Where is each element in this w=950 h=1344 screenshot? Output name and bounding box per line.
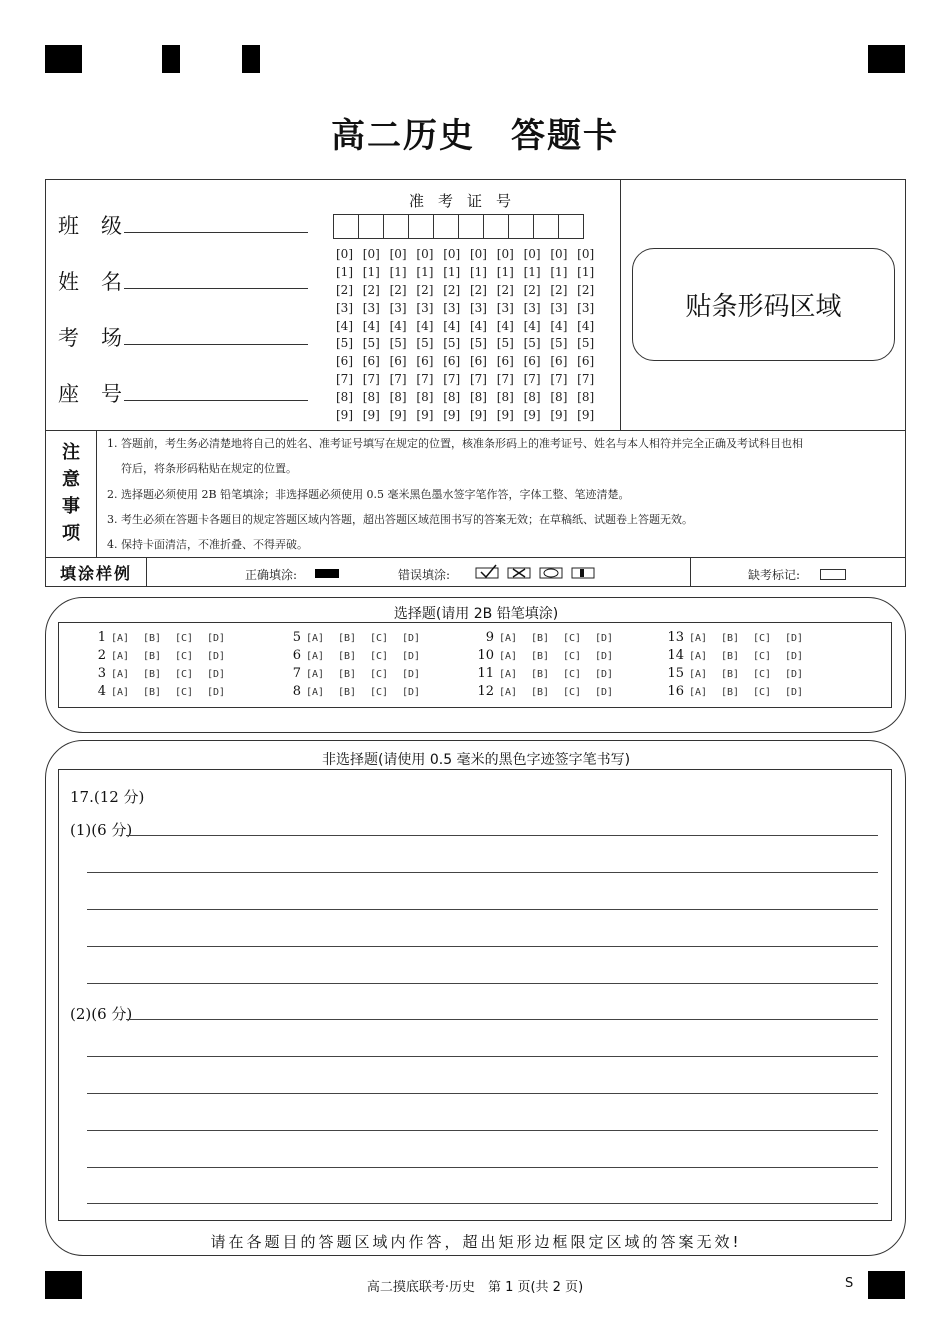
absent-mark-box[interactable] bbox=[820, 569, 846, 580]
digit-bubble[interactable]: [9] bbox=[577, 408, 595, 423]
digit-bubble[interactable]: [2] bbox=[469, 282, 487, 297]
option-bubble[interactable]: [C] bbox=[753, 633, 772, 644]
question-number: 10 bbox=[477, 648, 494, 663]
choice-question bbox=[281, 630, 434, 645]
option-bubble[interactable]: [B] bbox=[143, 633, 162, 644]
digit-bubble[interactable]: [4] bbox=[416, 318, 434, 333]
digit-row bbox=[336, 319, 604, 337]
digit-bubble[interactable]: [2] bbox=[550, 282, 568, 297]
divider bbox=[620, 179, 621, 430]
digit-bubble[interactable]: [3] bbox=[550, 300, 568, 315]
option-bubble[interactable]: [B] bbox=[338, 633, 357, 644]
option-bubble[interactable]: [A] bbox=[689, 651, 708, 662]
digit-row bbox=[336, 265, 604, 283]
digit-bubble[interactable]: [4] bbox=[550, 318, 568, 333]
option-bubble[interactable]: [D] bbox=[785, 687, 804, 698]
option-bubble[interactable]: [A] bbox=[499, 669, 518, 680]
digit-bubble[interactable]: [8] bbox=[469, 390, 487, 405]
ticket-cell[interactable] bbox=[533, 214, 559, 239]
choice-question bbox=[86, 630, 239, 645]
position-mark bbox=[45, 45, 82, 73]
part-2-label: (2)(6 分) bbox=[70, 1005, 133, 1023]
digit-bubble[interactable]: [4] bbox=[523, 318, 541, 333]
question-number: 2 bbox=[97, 648, 106, 663]
name-field[interactable] bbox=[124, 288, 308, 289]
digit-bubble[interactable]: [5] bbox=[577, 336, 595, 351]
choice-question bbox=[86, 648, 239, 663]
answer-line[interactable] bbox=[87, 1056, 878, 1057]
option-bubble[interactable]: [D] bbox=[402, 651, 421, 662]
digit-bubble[interactable]: [5] bbox=[389, 336, 407, 351]
digit-bubble[interactable]: [3] bbox=[443, 300, 461, 315]
question-number: 5 bbox=[292, 630, 301, 645]
option-bubble[interactable]: [C] bbox=[370, 687, 389, 698]
option-bubble[interactable]: [C] bbox=[370, 651, 389, 662]
digit-bubble[interactable]: [1] bbox=[469, 264, 487, 279]
digit-bubble[interactable]: [7] bbox=[389, 372, 407, 387]
digit-bubble[interactable]: [8] bbox=[496, 390, 514, 405]
digit-bubble[interactable]: [1] bbox=[496, 264, 514, 279]
option-bubble[interactable]: [D] bbox=[785, 633, 804, 644]
choice-question bbox=[474, 630, 627, 645]
digit-bubble[interactable]: [5] bbox=[336, 336, 353, 351]
choice-question bbox=[474, 666, 627, 681]
option-bubble[interactable]: [B] bbox=[143, 687, 162, 698]
question-17-label: 17.(12 分) bbox=[70, 788, 145, 806]
digit-bubble[interactable]: [2] bbox=[523, 282, 541, 297]
digit-bubble[interactable]: [2] bbox=[577, 282, 595, 297]
option-bubble[interactable]: [C] bbox=[370, 633, 389, 644]
option-bubble[interactable]: [D] bbox=[595, 633, 614, 644]
notes-label-char: 项 bbox=[62, 522, 80, 544]
option-bubble[interactable]: [D] bbox=[402, 687, 421, 698]
option-bubble[interactable]: [D] bbox=[595, 651, 614, 662]
choice-question bbox=[86, 684, 239, 699]
digit-bubble[interactable]: [9] bbox=[362, 408, 380, 423]
digit-bubble[interactable]: [2] bbox=[443, 282, 461, 297]
digit-row bbox=[336, 372, 604, 390]
digit-bubble[interactable]: [6] bbox=[443, 354, 461, 369]
digit-bubble[interactable]: [1] bbox=[443, 264, 461, 279]
option-bubble[interactable]: [B] bbox=[721, 633, 740, 644]
digit-bubble[interactable]: [8] bbox=[550, 390, 568, 405]
ticket-cells[interactable] bbox=[333, 214, 583, 239]
choice-question bbox=[664, 630, 817, 645]
digit-bubble[interactable]: [9] bbox=[550, 408, 568, 423]
option-bubble[interactable]: [D] bbox=[207, 669, 226, 680]
note-item: 3. 考生必须在答题卡各题目的规定答题区域内答题，超出答题区域范围书写的答案无效；在草稿纸、试题卷上答题无效。 bbox=[107, 513, 693, 526]
position-mark bbox=[868, 45, 905, 73]
answer-line[interactable] bbox=[87, 909, 878, 910]
class-label: 班级 bbox=[58, 214, 144, 238]
option-bubble[interactable]: [B] bbox=[531, 669, 550, 680]
page-footer: 高二摸底联考·历史 第 1 页(共 2 页) bbox=[366, 1280, 584, 1295]
digit-bubble[interactable]: [3] bbox=[523, 300, 541, 315]
digit-bubble[interactable]: [2] bbox=[496, 282, 514, 297]
choice-question bbox=[474, 648, 627, 663]
divider bbox=[45, 557, 906, 558]
note-item: 2. 选择题必须使用 2B 铅笔填涂；非选择题必须使用 0.5 毫米黑色墨水签字笔作答，字体工整、笔迹清楚。 bbox=[107, 488, 630, 501]
option-bubble[interactable]: [B] bbox=[531, 687, 550, 698]
question-number: 14 bbox=[667, 648, 684, 663]
digit-bubble[interactable]: [3] bbox=[496, 300, 514, 315]
digit-bubble[interactable]: [3] bbox=[389, 300, 407, 315]
digit-bubble[interactable]: [1] bbox=[523, 264, 541, 279]
correct-fill-swatch bbox=[315, 569, 339, 578]
option-bubble[interactable]: [A] bbox=[306, 651, 325, 662]
digit-bubble[interactable]: [7] bbox=[443, 372, 461, 387]
option-bubble[interactable]: [C] bbox=[175, 633, 194, 644]
digit-row bbox=[336, 283, 604, 301]
digit-bubble[interactable]: [9] bbox=[336, 408, 353, 423]
digit-bubble[interactable]: [8] bbox=[416, 390, 434, 405]
digit-bubble[interactable]: [1] bbox=[389, 264, 407, 279]
question-number: 7 bbox=[292, 666, 301, 681]
wrong-fill-swatches bbox=[472, 564, 602, 582]
option-bubble[interactable]: [B] bbox=[338, 651, 357, 662]
option-bubble[interactable]: [C] bbox=[563, 687, 582, 698]
question-number: 12 bbox=[477, 684, 494, 699]
digit-bubble[interactable]: [0] bbox=[523, 247, 541, 261]
digit-bubble[interactable]: [0] bbox=[443, 247, 461, 261]
digit-row bbox=[336, 408, 604, 426]
choice-question bbox=[474, 684, 627, 699]
digit-bubble[interactable]: [0] bbox=[336, 247, 353, 261]
option-bubble[interactable]: [C] bbox=[563, 651, 582, 662]
digit-bubble[interactable]: [1] bbox=[550, 264, 568, 279]
option-bubble[interactable]: [D] bbox=[402, 669, 421, 680]
choice-question bbox=[664, 684, 817, 699]
digit-row bbox=[336, 336, 604, 354]
digit-row bbox=[336, 301, 604, 319]
question-number: 11 bbox=[477, 666, 494, 681]
answer-line[interactable] bbox=[87, 1167, 878, 1168]
option-bubble[interactable]: [C] bbox=[175, 687, 194, 698]
divider bbox=[690, 557, 691, 587]
seat-label: 座号 bbox=[58, 382, 144, 406]
option-bubble[interactable]: [D] bbox=[402, 633, 421, 644]
option-bubble[interactable]: [A] bbox=[689, 669, 708, 680]
digit-row bbox=[336, 390, 604, 408]
choice-title: 选择题(请用 2B 铅笔填涂) bbox=[393, 606, 559, 622]
digit-bubble[interactable]: [2] bbox=[362, 282, 380, 297]
digit-bubble[interactable]: [0] bbox=[577, 247, 595, 261]
digit-bubble[interactable]: [6] bbox=[362, 354, 380, 369]
question-number: 16 bbox=[667, 684, 684, 699]
digit-bubble[interactable]: [4] bbox=[336, 318, 353, 333]
ticket-cell[interactable] bbox=[383, 214, 409, 239]
digit-bubble[interactable]: [6] bbox=[336, 354, 353, 369]
digit-bubble[interactable]: [4] bbox=[496, 318, 514, 333]
question-number: 9 bbox=[485, 630, 494, 645]
option-bubble[interactable]: [D] bbox=[595, 687, 614, 698]
question-number: 15 bbox=[667, 666, 684, 681]
digit-bubble[interactable]: [0] bbox=[416, 247, 434, 261]
name-label: 姓名 bbox=[58, 270, 144, 294]
question-number: 13 bbox=[667, 630, 684, 645]
class-field[interactable] bbox=[124, 232, 308, 233]
digit-bubble[interactable]: [0] bbox=[389, 247, 407, 261]
ticket-cell[interactable] bbox=[358, 214, 384, 239]
digit-bubble[interactable]: [3] bbox=[336, 300, 353, 315]
title-card: 答题卡 bbox=[511, 116, 619, 156]
digit-bubble[interactable]: [4] bbox=[443, 318, 461, 333]
option-bubble[interactable]: [D] bbox=[785, 651, 804, 662]
digit-bubble[interactable]: [9] bbox=[389, 408, 407, 423]
answer-area-warning: 请在各题目的答题区域内作答，超出矩形边框限定区域的答案无效! bbox=[210, 1233, 742, 1251]
option-bubble[interactable]: [A] bbox=[306, 687, 325, 698]
divider bbox=[96, 430, 97, 558]
option-bubble[interactable]: [A] bbox=[111, 687, 130, 698]
ticket-digit-grid[interactable] bbox=[336, 247, 604, 426]
digit-bubble[interactable]: [8] bbox=[523, 390, 541, 405]
digit-bubble[interactable]: [3] bbox=[577, 300, 595, 315]
digit-bubble[interactable]: [0] bbox=[496, 247, 514, 261]
notes-label-char: 意 bbox=[62, 468, 80, 490]
fill-example-label: 填涂样例 bbox=[59, 563, 132, 583]
answer-line[interactable] bbox=[87, 983, 878, 984]
page-title bbox=[0, 108, 950, 157]
barcode-area: 贴条形码区域 bbox=[632, 248, 895, 361]
choice-question bbox=[281, 684, 434, 699]
option-bubble[interactable]: [A] bbox=[111, 633, 130, 644]
option-bubble[interactable]: [A] bbox=[499, 687, 518, 698]
room-field[interactable] bbox=[124, 344, 308, 345]
option-bubble[interactable]: [D] bbox=[207, 633, 226, 644]
digit-bubble[interactable]: [9] bbox=[469, 408, 487, 423]
option-bubble[interactable]: [C] bbox=[175, 669, 194, 680]
answer-line[interactable] bbox=[87, 1203, 878, 1204]
choice-question bbox=[86, 666, 239, 681]
option-bubble[interactable]: [C] bbox=[563, 633, 582, 644]
option-bubble[interactable]: [A] bbox=[499, 651, 518, 662]
digit-bubble[interactable]: [6] bbox=[389, 354, 407, 369]
option-bubble[interactable]: [A] bbox=[306, 669, 325, 680]
digit-bubble[interactable]: [2] bbox=[336, 282, 353, 297]
option-bubble[interactable]: [B] bbox=[721, 687, 740, 698]
answer-line[interactable] bbox=[87, 1093, 878, 1094]
digit-bubble[interactable]: [7] bbox=[416, 372, 434, 387]
option-bubble[interactable]: [C] bbox=[563, 669, 582, 680]
question-number: 1 bbox=[97, 630, 106, 645]
option-bubble[interactable]: [B] bbox=[531, 651, 550, 662]
digit-bubble[interactable]: [5] bbox=[416, 336, 434, 351]
answer-line[interactable] bbox=[87, 872, 878, 873]
room-label: 考场 bbox=[58, 326, 144, 350]
option-bubble[interactable]: [A] bbox=[111, 669, 130, 680]
digit-bubble[interactable]: [7] bbox=[523, 372, 541, 387]
digit-bubble[interactable]: [9] bbox=[416, 408, 434, 423]
digit-row bbox=[336, 247, 604, 265]
digit-bubble[interactable]: [3] bbox=[416, 300, 434, 315]
option-bubble[interactable]: [A] bbox=[111, 651, 130, 662]
digit-bubble[interactable]: [5] bbox=[362, 336, 380, 351]
digit-bubble[interactable]: [1] bbox=[577, 264, 595, 279]
digit-bubble[interactable]: [4] bbox=[577, 318, 595, 333]
digit-bubble[interactable]: [0] bbox=[362, 247, 380, 261]
digit-bubble[interactable]: [7] bbox=[550, 372, 568, 387]
option-bubble[interactable]: [A] bbox=[306, 633, 325, 644]
digit-bubble[interactable]: [2] bbox=[416, 282, 434, 297]
option-bubble[interactable]: [B] bbox=[143, 651, 162, 662]
ticket-cell[interactable] bbox=[458, 214, 484, 239]
answer-line[interactable] bbox=[126, 835, 878, 836]
option-bubble[interactable]: [B] bbox=[338, 687, 357, 698]
choice-question bbox=[664, 648, 817, 663]
absent-mark-label: 缺考标记: bbox=[748, 568, 801, 582]
option-bubble[interactable]: [D] bbox=[207, 651, 226, 662]
option-bubble[interactable]: [D] bbox=[595, 669, 614, 680]
question-number: 8 bbox=[292, 684, 301, 699]
note-item: 符后，将条形码粘贴在规定的位置。 bbox=[121, 462, 297, 475]
option-bubble[interactable]: [B] bbox=[721, 651, 740, 662]
notes-label-char: 事 bbox=[62, 495, 80, 517]
position-mark bbox=[242, 45, 260, 73]
digit-bubble[interactable]: [5] bbox=[496, 336, 514, 351]
choice-question bbox=[664, 666, 817, 681]
correct-fill-label: 正确填涂: bbox=[245, 568, 298, 582]
option-bubble[interactable]: [B] bbox=[338, 669, 357, 680]
option-bubble[interactable]: [C] bbox=[753, 651, 772, 662]
digit-bubble[interactable]: [7] bbox=[577, 372, 595, 387]
digit-bubble[interactable]: [4] bbox=[389, 318, 407, 333]
digit-bubble[interactable]: [3] bbox=[362, 300, 380, 315]
option-bubble[interactable]: [A] bbox=[689, 633, 708, 644]
digit-bubble[interactable]: [6] bbox=[496, 354, 514, 369]
answer-line[interactable] bbox=[126, 1019, 878, 1020]
ticket-title: 准考证号 bbox=[408, 192, 525, 210]
digit-bubble[interactable]: [5] bbox=[523, 336, 541, 351]
part-1-label: (1)(6 分) bbox=[70, 821, 133, 839]
non-choice-title: 非选择题(请使用 0.5 毫米的黑色字迹签字笔书写) bbox=[321, 752, 631, 768]
ticket-cell[interactable] bbox=[433, 214, 459, 239]
divider bbox=[146, 557, 147, 587]
question-number: 6 bbox=[292, 648, 301, 663]
ticket-cell[interactable] bbox=[408, 214, 434, 239]
question-number: 3 bbox=[97, 666, 106, 681]
digit-bubble[interactable]: [1] bbox=[336, 264, 353, 279]
question-number: 4 bbox=[97, 684, 106, 699]
digit-bubble[interactable]: [1] bbox=[362, 264, 380, 279]
divider bbox=[45, 430, 906, 431]
digit-bubble[interactable]: [6] bbox=[550, 354, 568, 369]
digit-bubble[interactable]: [7] bbox=[496, 372, 514, 387]
digit-bubble[interactable]: [4] bbox=[469, 318, 487, 333]
digit-bubble[interactable]: [5] bbox=[443, 336, 461, 351]
digit-bubble[interactable]: [5] bbox=[550, 336, 568, 351]
digit-bubble[interactable]: [8] bbox=[336, 390, 353, 405]
option-bubble[interactable]: [D] bbox=[207, 687, 226, 698]
notes-label-char: 注 bbox=[62, 441, 80, 463]
option-bubble[interactable]: [A] bbox=[689, 687, 708, 698]
digit-bubble[interactable]: [7] bbox=[362, 372, 380, 387]
digit-bubble[interactable]: [2] bbox=[389, 282, 407, 297]
digit-bubble[interactable]: [6] bbox=[469, 354, 487, 369]
notes-label bbox=[46, 431, 96, 551]
option-bubble[interactable]: [B] bbox=[143, 669, 162, 680]
option-bubble[interactable]: [A] bbox=[499, 633, 518, 644]
digit-bubble[interactable]: [6] bbox=[523, 354, 541, 369]
digit-bubble[interactable]: [8] bbox=[389, 390, 407, 405]
ticket-cell[interactable] bbox=[558, 214, 584, 239]
choice-question bbox=[281, 648, 434, 663]
seat-field[interactable] bbox=[124, 400, 308, 401]
digit-bubble[interactable]: [7] bbox=[336, 372, 353, 387]
digit-bubble[interactable]: [0] bbox=[550, 247, 568, 261]
digit-bubble[interactable]: [1] bbox=[416, 264, 434, 279]
option-bubble[interactable]: [B] bbox=[531, 633, 550, 644]
ticket-cell[interactable] bbox=[333, 214, 359, 239]
option-bubble[interactable]: [D] bbox=[785, 669, 804, 680]
option-bubble[interactable]: [B] bbox=[721, 669, 740, 680]
note-item: 1. 答题前，考生务必清楚地将自己的姓名、准考证号填写在规定的位置，核准条形码上的准考证号、姓名与本人相符并完全正确及考试科目也相 bbox=[107, 437, 803, 450]
digit-bubble[interactable]: [4] bbox=[362, 318, 380, 333]
digit-bubble[interactable]: [8] bbox=[443, 390, 461, 405]
digit-bubble[interactable]: [9] bbox=[496, 408, 514, 423]
digit-bubble[interactable]: [3] bbox=[469, 300, 487, 315]
digit-bubble[interactable]: [0] bbox=[469, 247, 487, 261]
option-bubble[interactable]: [C] bbox=[753, 669, 772, 680]
note-item: 4. 保持卡面清洁，不准折叠、不得弄破。 bbox=[107, 538, 308, 551]
ticket-cell[interactable] bbox=[483, 214, 509, 239]
paper-code: S bbox=[845, 1276, 854, 1291]
option-bubble[interactable]: [C] bbox=[370, 669, 389, 680]
digit-bubble[interactable]: [7] bbox=[469, 372, 487, 387]
answer-line[interactable] bbox=[87, 946, 878, 947]
digit-bubble[interactable]: [8] bbox=[577, 390, 595, 405]
digit-bubble[interactable]: [9] bbox=[523, 408, 541, 423]
ticket-cell[interactable] bbox=[508, 214, 534, 239]
title-subject: 高二历史 bbox=[331, 116, 475, 156]
choice-question bbox=[281, 666, 434, 681]
digit-bubble[interactable]: [6] bbox=[416, 354, 434, 369]
option-bubble[interactable]: [C] bbox=[175, 651, 194, 662]
digit-row bbox=[336, 354, 604, 372]
answer-box bbox=[58, 769, 892, 1221]
option-bubble[interactable]: [C] bbox=[753, 687, 772, 698]
answer-line[interactable] bbox=[87, 1130, 878, 1131]
digit-bubble[interactable]: [6] bbox=[577, 354, 595, 369]
digit-bubble[interactable]: [9] bbox=[443, 408, 461, 423]
digit-bubble[interactable]: [5] bbox=[469, 336, 487, 351]
wrong-fill-label: 错误填涂: bbox=[398, 568, 451, 582]
digit-bubble[interactable]: [8] bbox=[362, 390, 380, 405]
position-mark bbox=[162, 45, 180, 73]
